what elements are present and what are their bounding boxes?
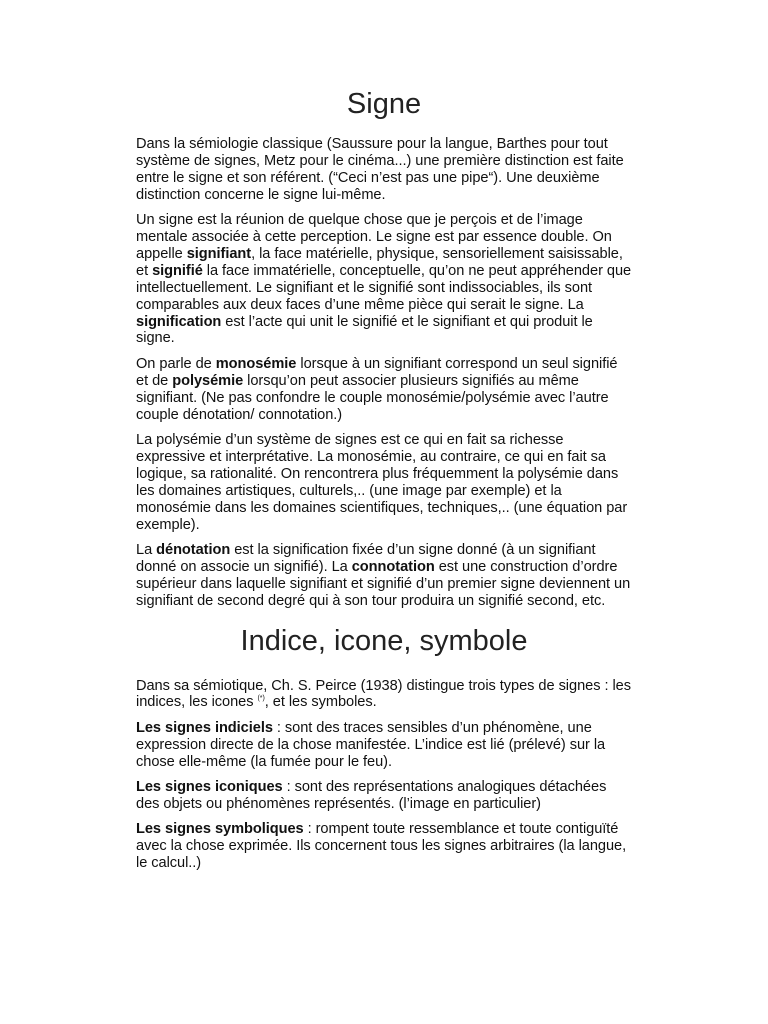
document-body	[136, 86, 632, 881]
paragraph-monosemie	[136, 356, 632, 424]
term-polysemie: polysémie	[172, 372, 244, 389]
paragraph-signes-iconiques	[136, 779, 632, 813]
paragraph-peirce	[136, 678, 632, 712]
text-run: Dans sa sémiotique, Ch. S. Peirce (1938) distingue trois types de signes : les indices, les icones	[136, 677, 631, 711]
paragraph-intro: Dans la sémiologie classique (Saussure pour la langue, Barthes pour tout système de signes, Metz pour le cinéma...) une première distinction est faite entre le signe et son référent. (“Ceci n’est pas une pipe“). Une deuxième distinction concerne le signe lui-même.	[136, 136, 624, 203]
term-signification: signification	[136, 313, 222, 330]
text-run: , et les symboles.	[264, 694, 377, 711]
paragraph-denotation	[136, 542, 632, 610]
text-run: la face immatérielle, conceptuelle, qu’on ne peut appréhender que intellectuellement. Le signifiant et le signifié sont indissociables, ils sont comparables aux deux faces d’une même pièce qui serait le signe. La	[136, 262, 632, 313]
text-run: , la face matérielle, physique, sensoriellement saisissable, et	[136, 245, 623, 279]
paragraph-signes-indiciels	[136, 720, 632, 771]
text-run: : rompent toute ressemblance et toute contiguïté avec la chose exprimée. Ils concernent tous les signes arbitraires (la langue, le calcul..)	[136, 821, 627, 872]
term-signes-iconiques: Les signes iconiques	[136, 779, 283, 796]
page-title: Signe	[346, 88, 422, 120]
paragraph-polysemie: La polysémie d’un système de signes est ce qui en fait sa richesse expressive et interprétative. La monosémie, au contraire, ce qui en fait sa logique, sa rationalité. On rencontrera plus fréquemment la polysémie dans les domaines artistiques, culturels,.. (une image par exemple) et la monosémie dans les domaines scientifiques, techniques,.. (une équation par exemple).	[136, 432, 628, 533]
paragraph-signe-definition	[136, 212, 632, 347]
term-denotation: dénotation	[156, 541, 231, 558]
text-run: lorsqu’on peut associer plusieurs signifiés au même signifiant. (Ne pas confondre le couple monosémie/polysémie avec l’autre couple dénotation/ connotation.)	[136, 372, 609, 423]
text-run: lorsque à un signifiant correspond un seul signifié et de	[136, 355, 618, 389]
term-connotation: connotation	[351, 558, 435, 575]
term-signifie: signifié	[152, 262, 203, 279]
section-title: Indice, icone, symbole	[240, 624, 528, 657]
text-run: : sont des traces sensibles d’un phénomène, une expression directe de la chose manifestée. L’indice est lié (prélevé) sur la chose elle-même (la fumée pour le feu).	[136, 719, 606, 770]
text-run: : sont des représentations analogiques détachées des objets ou phénomènes représentés. (l’image en particulier)	[136, 779, 607, 812]
text-run: est la signification fixée d’un signe donné (à un signifiant donné on associe un signifié). La	[136, 541, 596, 575]
footnote-marker: (*)	[257, 695, 265, 703]
text-run: La	[136, 541, 157, 558]
text-run: est l’acte qui unit le signifié et le signifiant et qui produit le signe.	[136, 313, 593, 347]
term-monosemie: monosémie	[215, 355, 297, 372]
text-run: est une construction d’ordre supérieur dans laquelle signifiant et signifié d’un premier signe deviennent un signifiant de second degré qui à son tour produira un signifié second, etc.	[136, 558, 631, 609]
term-signifiant: signifiant	[186, 245, 252, 262]
term-signes-indiciels: Les signes indiciels	[136, 719, 273, 736]
text-run: On parle de	[136, 355, 216, 372]
text-run: Un signe est la réunion de quelque chose que je perçois et de l’image mentale associée à cette perception. Le signe est par essence double. On appelle	[136, 212, 612, 262]
paragraph-signes-symboliques	[136, 821, 632, 872]
term-signes-symboliques: Les signes symboliques	[136, 821, 304, 838]
